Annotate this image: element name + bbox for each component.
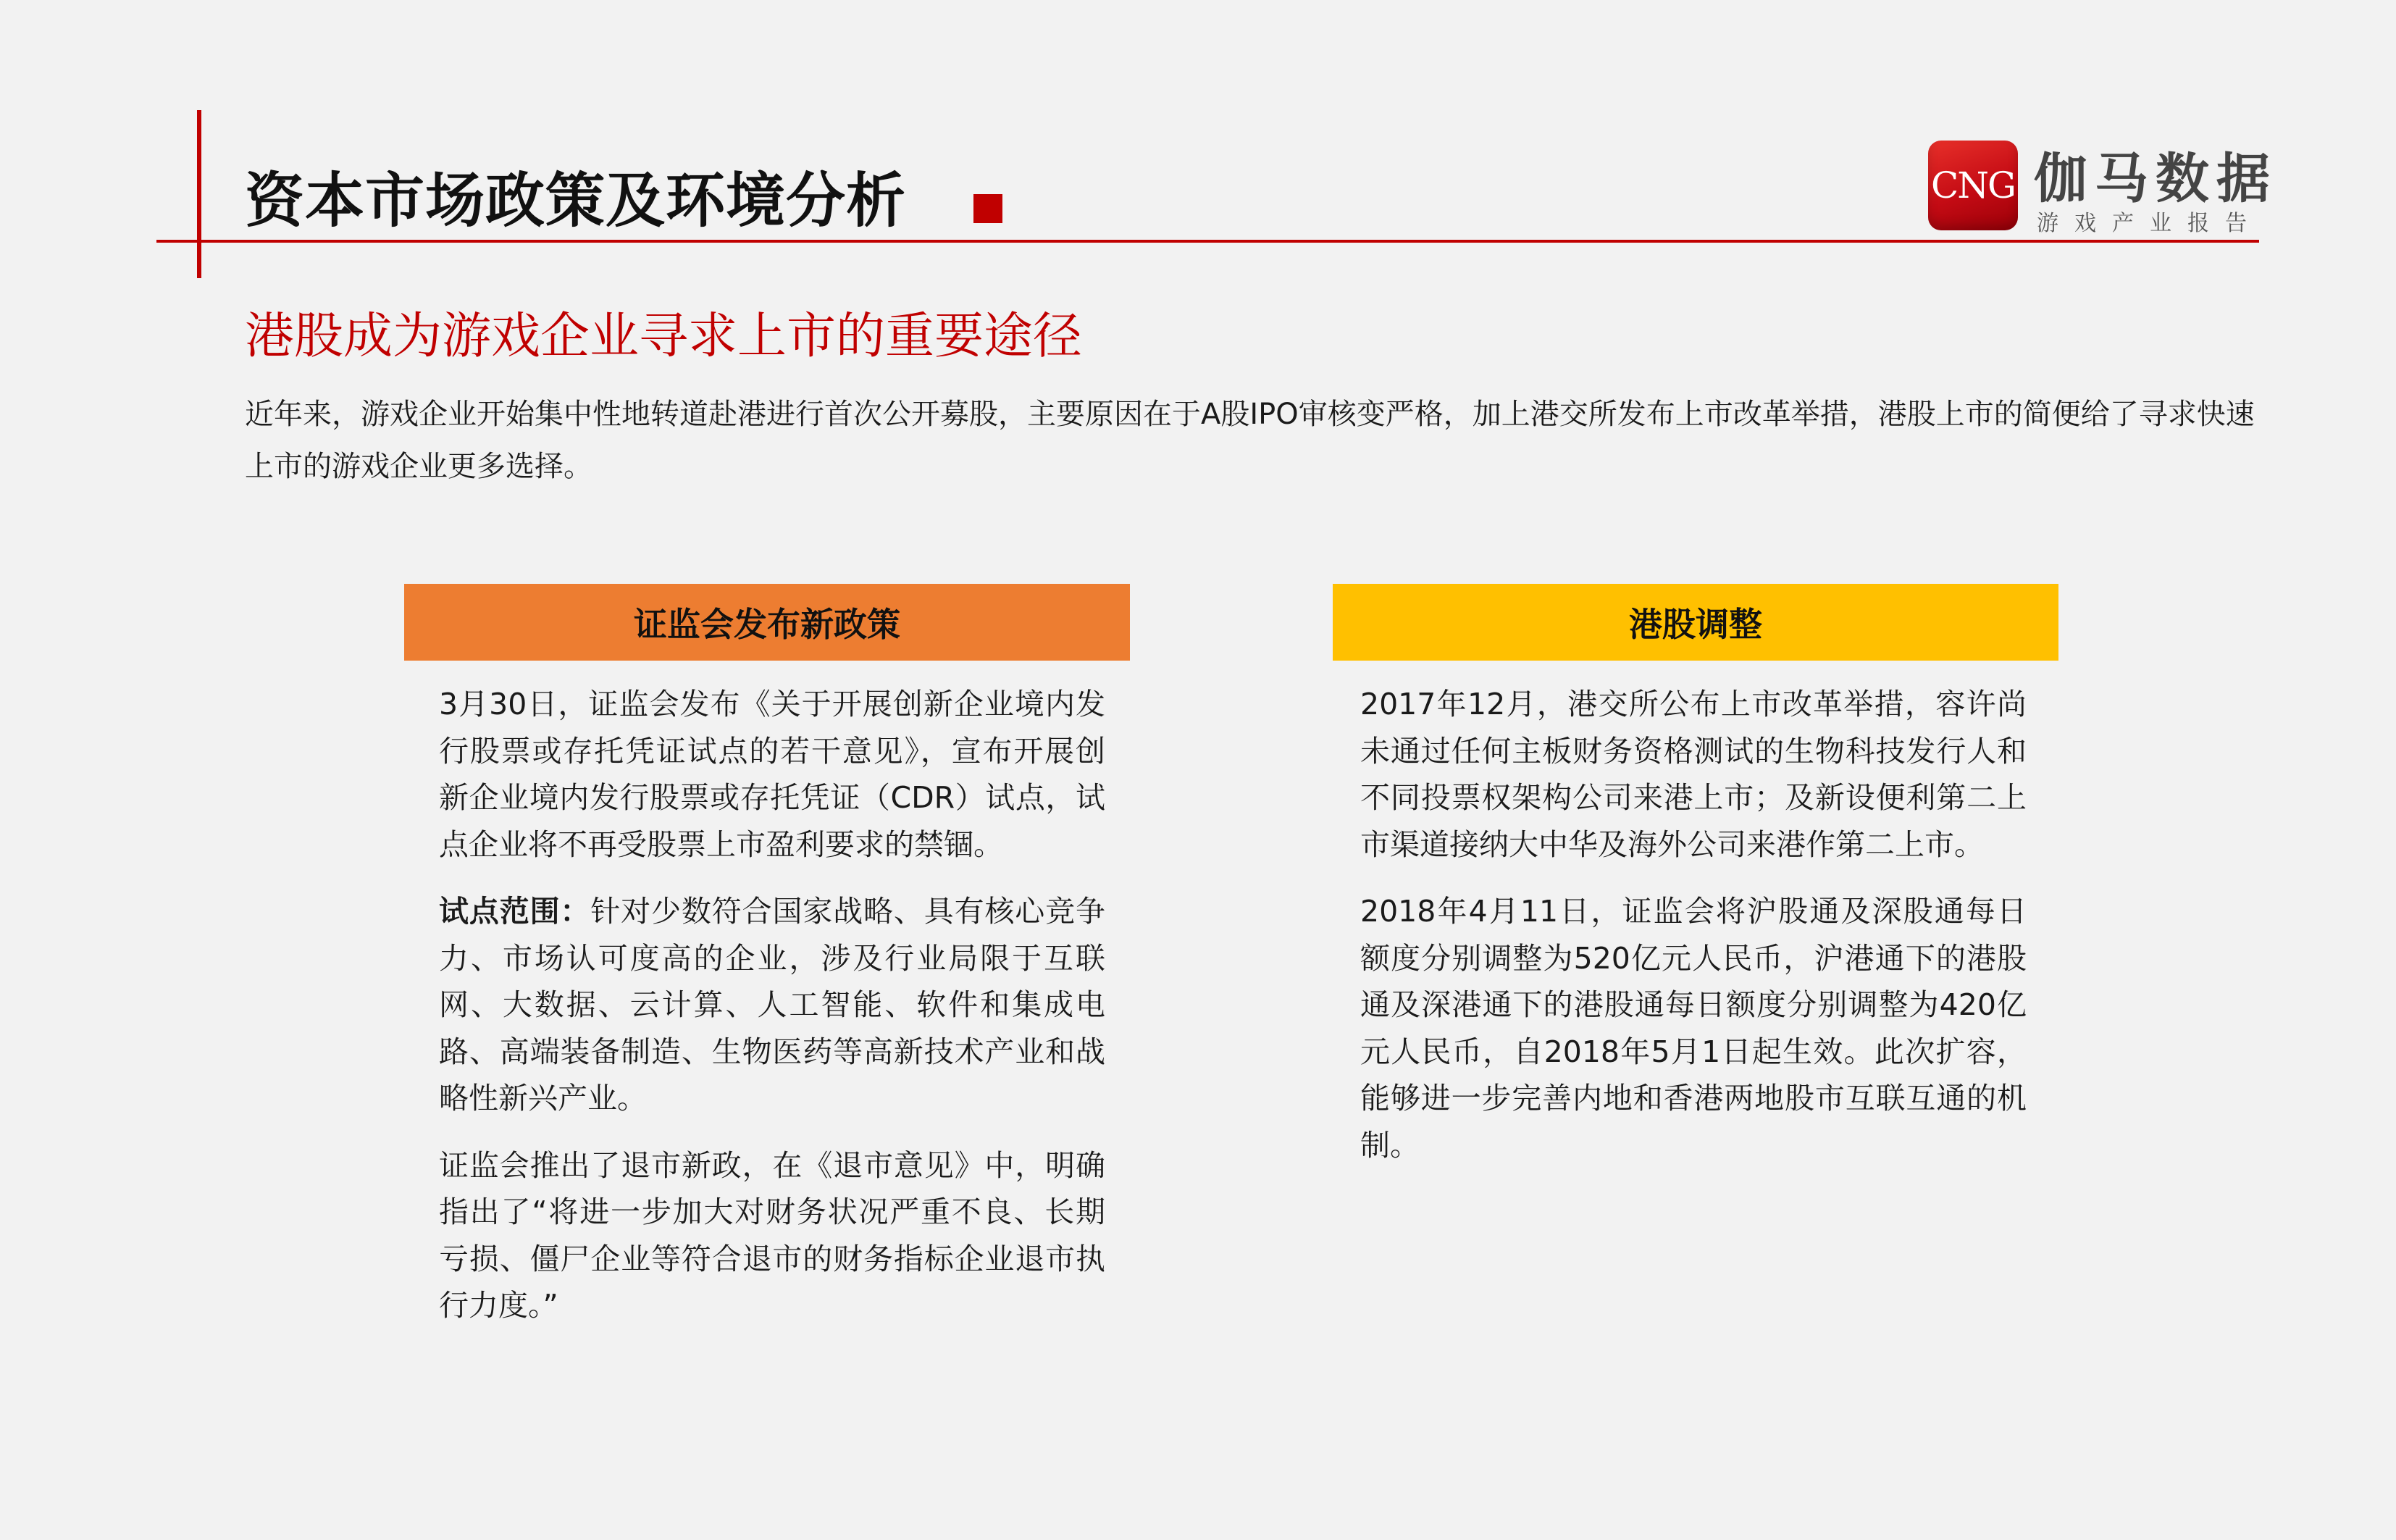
pilot-scope-text: 针对少数符合国家战略、具有核心竞争力、市场认可度高的企业，涉及行业局限于互联网、大数据、云计算、人工智能、软件和集成电路、高端装备制造、生物医药等高新技术产业和战略性新兴产业。 bbox=[439, 894, 1106, 1116]
header-divider-line bbox=[156, 240, 2259, 243]
header-vertical-accent bbox=[197, 110, 201, 278]
left-panel-heading-text: 证监会发布新政策 bbox=[634, 605, 900, 644]
right-panel-paragraph-2: 2018年4月11日，证监会将沪股通及深股通每日额度分别调整为520亿元人民币，沪港通下的港股通及深港通下的港股通每日额度分别调整为420亿元人民币，自2018年5月1日起生效。此次扩容，能够进一步完善内地和香港两地股市互联互通的机制。 bbox=[1360, 894, 2027, 1163]
left-panel-paragraph-2 bbox=[439, 888, 1105, 1122]
brand-logo-badge bbox=[1928, 141, 2018, 230]
left-panel-body bbox=[439, 681, 1105, 1349]
section-subtitle: 港股成为游戏企业寻求上市的重要途径 bbox=[245, 308, 1083, 365]
left-panel-heading bbox=[404, 584, 1130, 661]
title-square-marker bbox=[973, 194, 1002, 223]
brand-logo-tagline: 游戏产业报告 bbox=[2037, 211, 2263, 236]
brand-logo-badge-text: CNG bbox=[1931, 164, 2015, 206]
right-panel-heading-text: 港股调整 bbox=[1629, 605, 1762, 644]
brand-logo-name: 伽马数据 bbox=[2034, 148, 2277, 210]
pilot-scope-label: 试点范围： bbox=[439, 894, 591, 929]
right-panel-heading bbox=[1333, 584, 2058, 661]
right-panel-paragraph-1: 2017年12月，港交所公布上市改革举措，容许尚未通过任何主板财务资格测试的生物科技发行人和不同投票权架构公司来港上市；及新设便利第二上市渠道接纳大中华及海外公司来港作第二上市。 bbox=[1360, 687, 2027, 862]
right-panel-body bbox=[1360, 681, 2027, 1189]
page-title: 资本市场政策及环境分析 bbox=[245, 167, 907, 235]
left-panel-paragraph-3: 证监会推出了退市新政，在《退市意见》中，明确指出了“将进一步加大对财务状况严重不良、长期亏损、僵尸企业等符合退市的财务指标企业退市执行力度。” bbox=[439, 1147, 1105, 1323]
intro-paragraph: 近年来，游戏企业开始集中性地转道赴港进行首次公开募股，主要原因在于A股IPO审核变严格，加上港交所发布上市改革举措，港股上市的简便给了寻求快速上市的游戏企业更多选择。 bbox=[245, 398, 2255, 483]
left-panel-paragraph-1: 3月30日，证监会发布《关于开展创新企业境内发行股票或存托凭证试点的若干意见》，宣布开展创新企业境内发行股票或存托凭证（CDR）试点，试点企业将不再受股票上市盈利要求的禁锢。 bbox=[439, 687, 1105, 862]
